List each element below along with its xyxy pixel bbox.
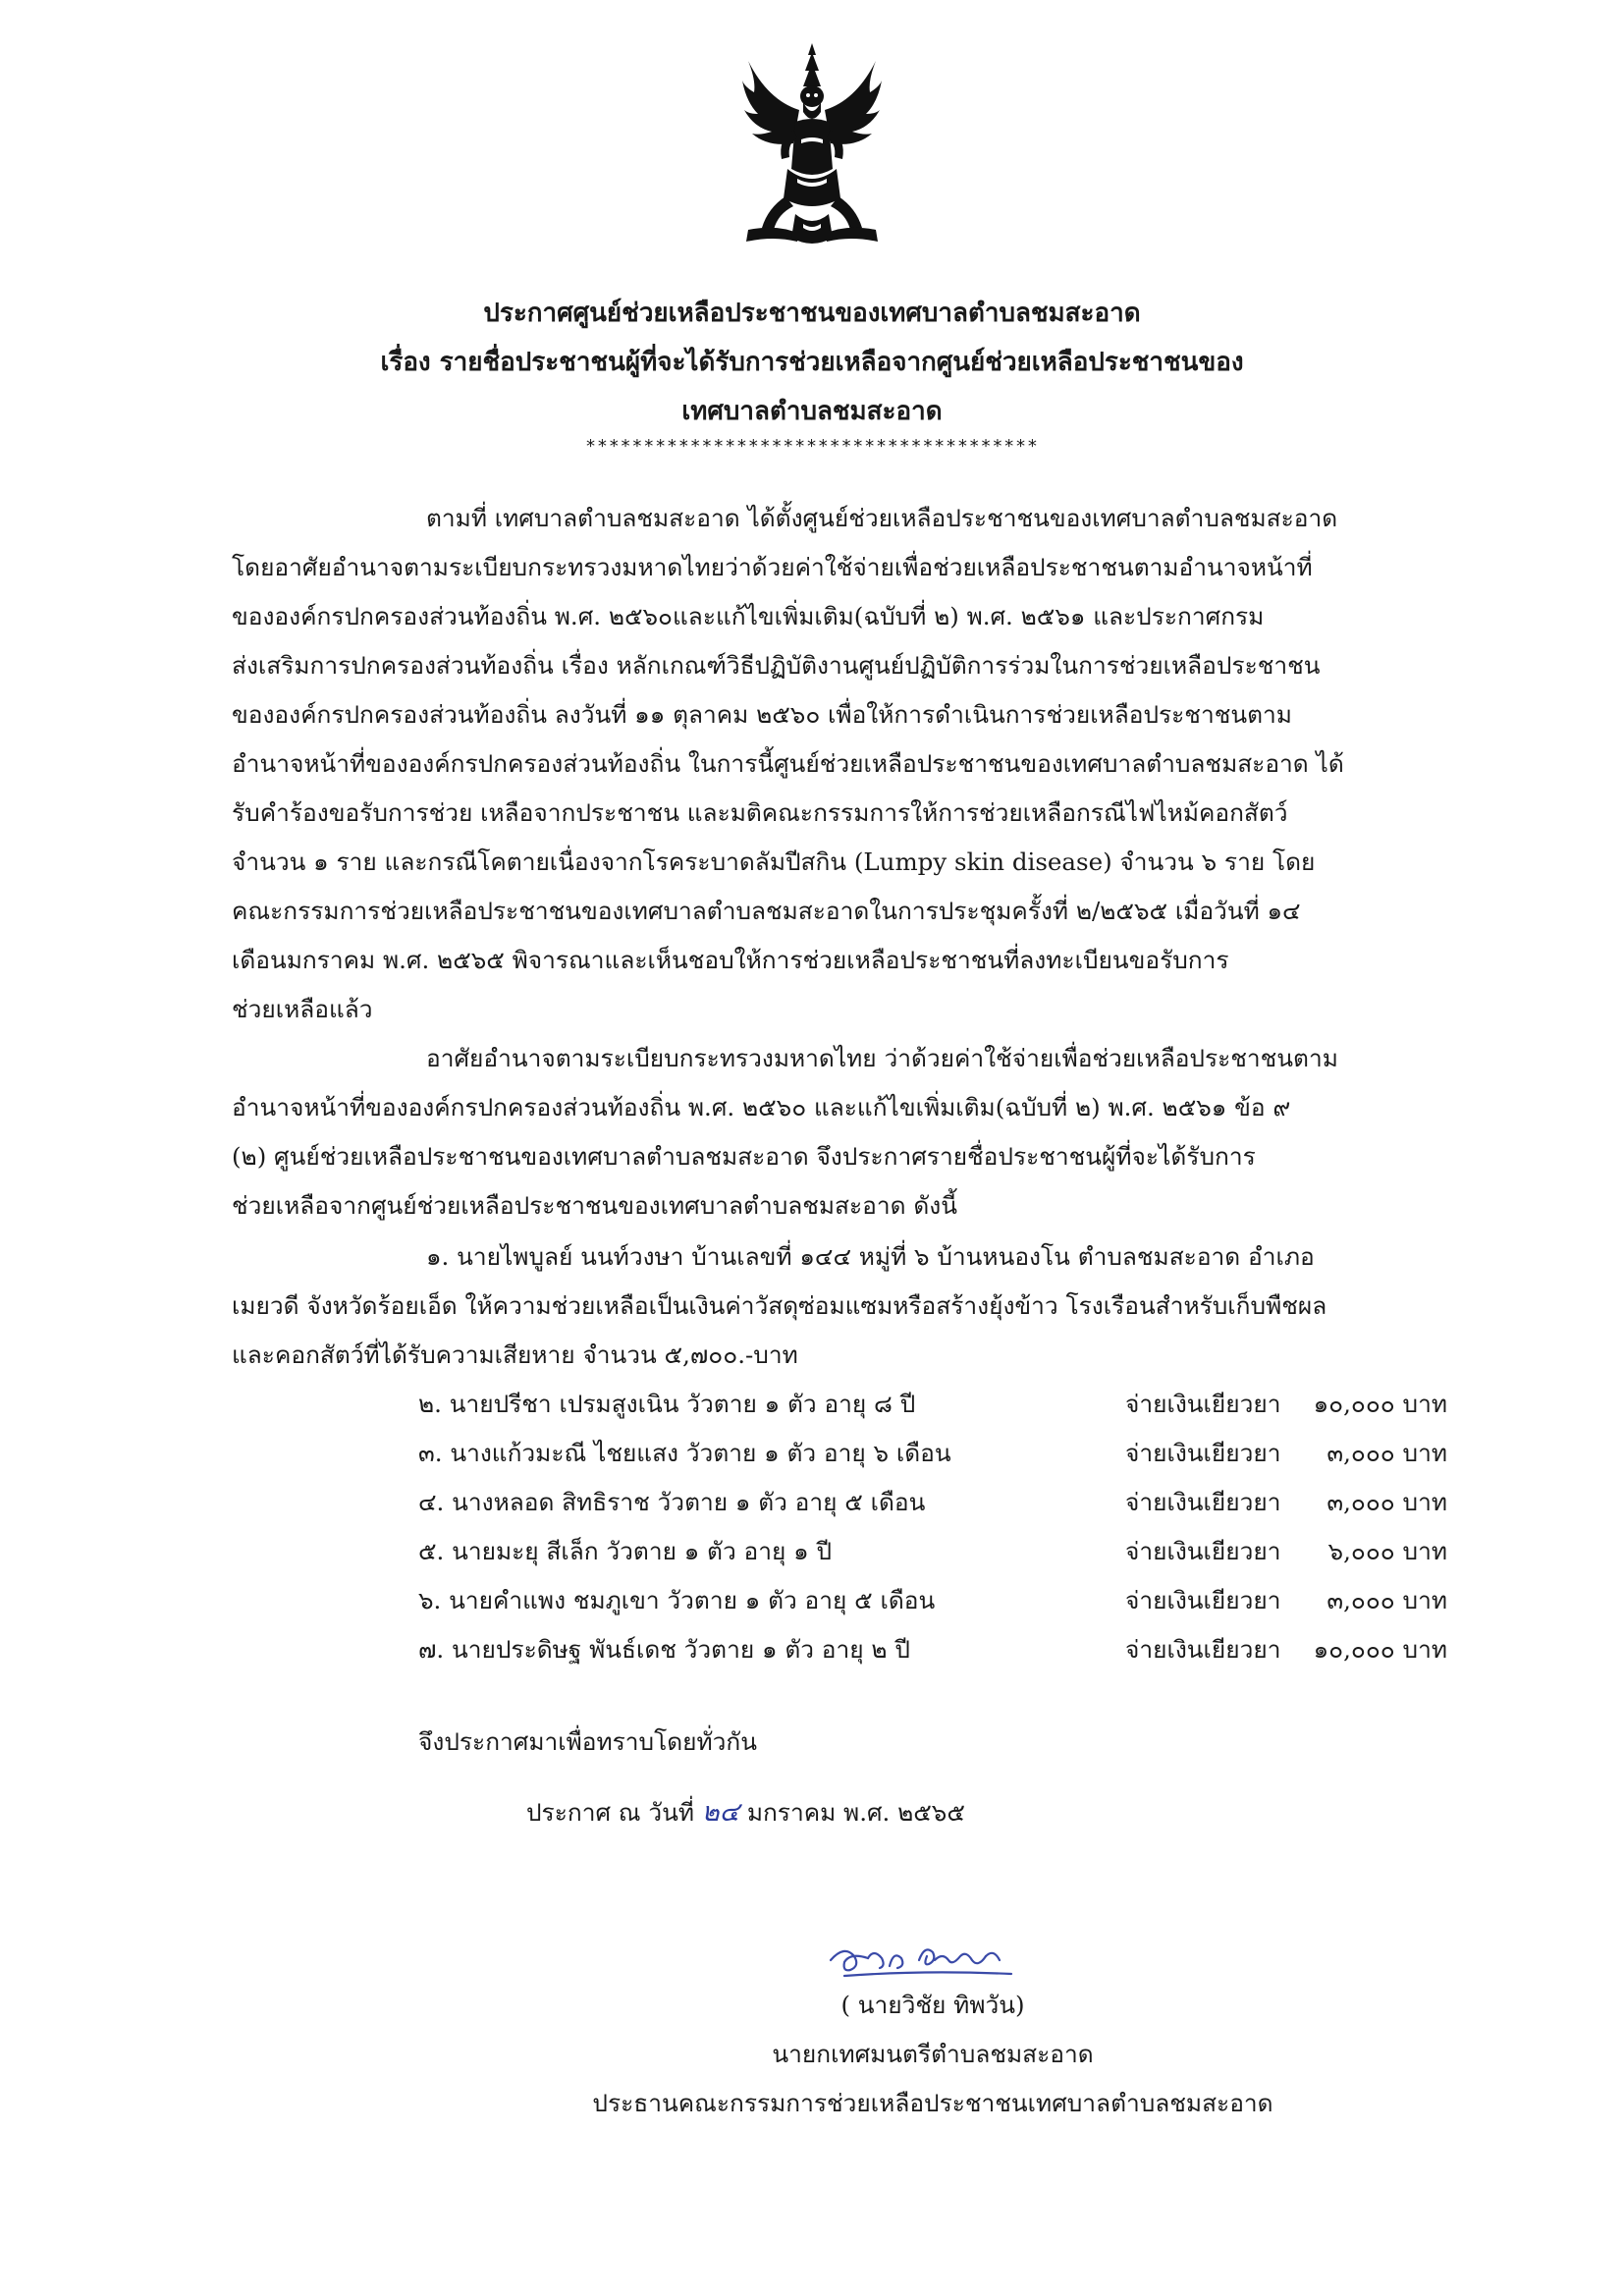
announcement-date — [526, 1793, 965, 1832]
paragraph-line: อำนาจหน้าที่ขององค์กรปกครองส่วนท้องถิ่น พ.ศ. ๒๕๖๐ และแก้ไขเพิ่มเติม(ฉบับที่ ๒) พ.ศ. ๒๕๖๑ ข้อ ๙ — [232, 1093, 1291, 1121]
signer-name: ( นายวิชัย ทิพวัน) — [840, 1991, 1025, 2019]
paragraph-line: ขององค์กรปกครองส่วนท้องถิ่น ลงวันที่ ๑๑ ตุลาคม ๒๕๖๐ เพื่อให้การดำเนินการช่วยเหลือประชาชนตาม — [232, 700, 1292, 729]
payment-label: จ่ายเงินเยียวยา — [1125, 1390, 1281, 1418]
date-day-handwritten: ๒๔ — [701, 1797, 740, 1828]
signer-committee-title: ประธานคณะกรรมการช่วยเหลือประชาชนเทศบาลตำบลชมสะอาด — [592, 2089, 1273, 2117]
payment-label: จ่ายเงินเยียวยา — [1125, 1439, 1281, 1467]
subject-line-continued: เทศบาลตำบลชมสะอาด — [681, 397, 943, 426]
paragraph-line: ช่วยเหลือจากศูนย์ช่วยเหลือประชาชนของเทศบาลตำบลชมสะอาด ดังนี้ — [232, 1191, 957, 1220]
paragraph-line: ส่งเสริมการปกครองส่วนท้องถิ่น เรื่อง หลักเกณฑ์วิธีปฏิบัติงานศูนย์ปฏิบัติการร่วมในการช่วยเหลือประชาชน — [232, 651, 1321, 680]
recipient-name: ๔. นางหลอด สิทธิราช วัวตาย ๑ ตัว อายุ ๕ เดือน — [418, 1488, 926, 1516]
paragraph-line: อำนาจหน้าที่ขององค์กรปกครองส่วนท้องถิ่น ในการนี้ศูนย์ช่วยเหลือประชาชนของเทศบาลตำบลชมสะอาด ได้ — [232, 749, 1344, 778]
payment-amount: ๑๐,๐๐๐ บาท — [1313, 1390, 1447, 1418]
recipient-name: ๗. นายประดิษฐ พันธ์เดช วัวตาย ๑ ตัว อายุ ๒ ปี — [418, 1635, 910, 1664]
recipient-name: ๕. นายมะยุ สีเล็ก วัวตาย ๑ ตัว อายุ ๑ ปี — [418, 1537, 833, 1565]
recipient-name: ๓. นางแก้วมะณี ไชยแสง วัวตาย ๑ ตัว อายุ ๖ เดือน — [418, 1439, 951, 1467]
paragraph-line: และคอกสัตว์ที่ได้รับความเสียหาย จำนวน ๕,๗๐๐.-บาท — [232, 1340, 798, 1369]
payment-amount: ๓,๐๐๐ บาท — [1326, 1488, 1447, 1516]
paragraph-line: ๑. นายไพบูลย์ นนท์วงษา บ้านเลขที่ ๑๔๔ หมู่ที่ ๖ บ้านหนองโน ตำบลชมสะอาด อำเภอ — [426, 1242, 1315, 1271]
signer-title: นายกเทศมนตรีตำบลชมสะอาด — [772, 2040, 1094, 2068]
paragraph-line: ตามที่ เทศบาลตำบลชมสะอาด ได้ตั้งศูนย์ช่วยเหลือประชาชนของเทศบาลตำบลชมสะอาด — [426, 504, 1338, 532]
payment-label: จ่ายเงินเยียวยา — [1125, 1586, 1281, 1614]
announcement-title: ประกาศศูนย์ช่วยเหลือประชาชนของเทศบาลตำบลชมสะอาด — [483, 299, 1141, 328]
payment-amount: ๓,๐๐๐ บาท — [1326, 1586, 1447, 1614]
payment-amount: ๓,๐๐๐ บาท — [1326, 1439, 1447, 1467]
paragraph-line: โดยอาศัยอำนาจตามระเบียบกระทรวงมหาดไทยว่าด้วยค่าใช้จ่ายเพื่อช่วยเหลือประชาชนตามอำนาจหน้าที่ — [232, 553, 1313, 581]
date-prefix: ประกาศ ณ วันที่ — [526, 1798, 694, 1827]
closing-statement: จึงประกาศมาเพื่อทราบโดยทั่วกัน — [418, 1727, 758, 1756]
paragraph-line: จำนวน ๑ ราย และกรณีโคตายเนื่องจากโรคระบาดลัมปีสกิน (Lumpy skin disease) จำนวน ๖ ราย โดย — [232, 847, 1316, 876]
payment-amount: ๑๐,๐๐๐ บาท — [1313, 1635, 1447, 1664]
paragraph-line: อาศัยอำนาจตามระเบียบกระทรวงมหาดไทย ว่าด้วยค่าใช้จ่ายเพื่อช่วยเหลือประชาชนตาม — [426, 1044, 1338, 1072]
subject-line: เรื่อง รายชื่อประชาชนผู้ที่จะได้รับการช่วยเหลือจากศูนย์ช่วยเหลือประชาชนของ — [380, 348, 1244, 377]
payment-amount: ๖,๐๐๐ บาท — [1327, 1537, 1447, 1565]
handwritten-signature — [825, 1931, 1021, 1986]
recipient-name: ๒. นายปรีชา เปรมสูงเนิน วัวตาย ๑ ตัว อายุ ๘ ปี — [418, 1390, 916, 1418]
garuda-emblem-icon — [738, 41, 886, 252]
paragraph-line: เมยวดี จังหวัดร้อยเอ็ด ให้ความช่วยเหลือเป็นเงินค่าวัสดุซ่อมแซมหรือสร้างยุ้งข้าว โรงเรือนสำหรับเก็บพืชผล — [232, 1291, 1327, 1320]
paragraph-line: ช่วยเหลือแล้ว — [232, 995, 373, 1023]
payment-label: จ่ายเงินเยียวยา — [1125, 1635, 1281, 1664]
paragraph-line: เดือนมกราคม พ.ศ. ๒๕๖๕ พิจารณาและเห็นชอบให้การช่วยเหลือประชาชนที่ลงทะเบียนขอรับการ — [232, 946, 1229, 974]
paragraph-line: รับคำร้องขอรับการช่วย เหลือจากประชาชน และมติคณะกรรมการให้การช่วยเหลือกรณีไฟไหม้คอกสัตว์ — [232, 798, 1288, 827]
recipient-name: ๖. นายคำแพง ชมภูเขา วัวตาย ๑ ตัว อายุ ๕ เดือน — [418, 1586, 936, 1614]
paragraph-line: ขององค์กรปกครองส่วนท้องถิ่น พ.ศ. ๒๕๖๐และแก้ไขเพิ่มเติม(ฉบับที่ ๒) พ.ศ. ๒๕๖๑ และประกาศกรม — [232, 602, 1265, 630]
paragraph-line: คณะกรรมการช่วยเหลือประชาชนของเทศบาลตำบลชมสะอาดในการประชุมครั้งที่ ๒/๒๕๖๕ เมื่อวันที่ ๑๔ — [232, 897, 1301, 925]
payment-label: จ่ายเงินเยียวยา — [1125, 1537, 1281, 1565]
payment-label: จ่ายเงินเยียวยา — [1125, 1488, 1281, 1516]
date-suffix: มกราคม พ.ศ. ๒๕๖๕ — [746, 1798, 965, 1827]
paragraph-line: (๒) ศูนย์ช่วยเหลือประชาชนของเทศบาลตำบลชมสะอาด จึงประกาศรายชื่อประชาชนผู้ที่จะได้รับการ — [232, 1142, 1256, 1171]
separator-stars: *************************************** — [585, 436, 1039, 457]
